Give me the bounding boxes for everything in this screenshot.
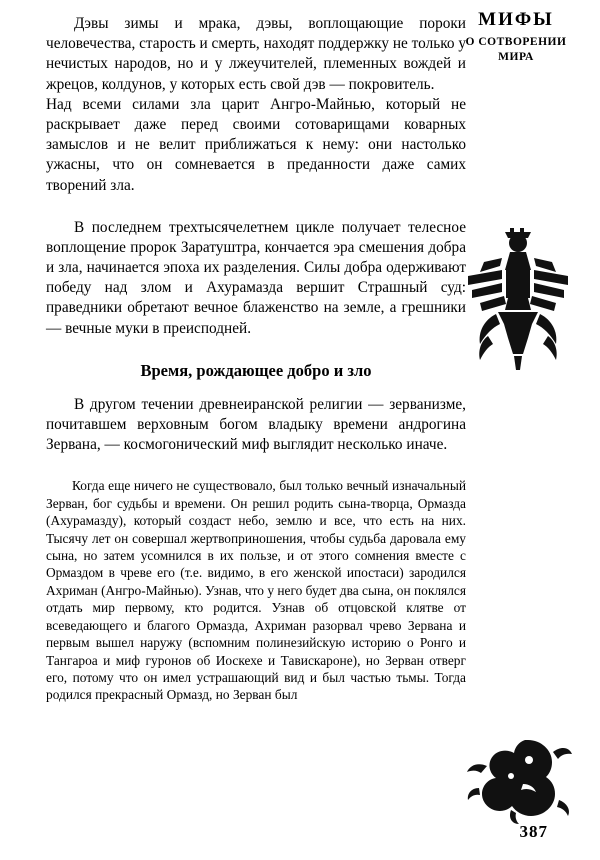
running-head-subtitle-line1: О СОТВОРЕНИИ — [465, 35, 567, 48]
paragraph-5: Когда еще ничего не существовало, был только вечный изначальный Зерван, бог судьбы и времени. Он решил родить сына-творца, Ормазда (Ахурамазду), который создаст небо, землю и все, что есть на них. Тысячу лет он совершал жертвоприношения, чтобы судьба даровала ему сына, но затем усомнился в их пользе, и от этого сомнения вместе с Ормаздом в чреве его (т.е. видимо, в его женской ипостаси) зародился Ахриман (Ангро-Майнью). Узнав, что у него будет два сына, он поклялся отдать мир первому, кто родится. Узнав об отцовской клятве от всеведающего и благого Ормазда, Ахриман разорвал чрево Зервана и первым вышел наружу (вспомним полинезийскую историю о Ронго и Тангароа и миф гуронов об Иоскехе и Тавискароне), но Зерван отверг его, потому что он имел устрашающий вид и был частью тьмы. Тогда родился прекрасный Ормазд, но Зерван был — [46, 478, 466, 703]
section-heading: Время, рождающее добро и зло — [140, 360, 372, 380]
paragraph-3: В последнем трехтысячелетнем цикле получает телесное воплощение пророк Заратуштра, кончается эра смешения добра и зла, начинается эпоха их разделения. Силы добра одерживают победу над злом и Ахурамазда вершит Страшный суд: праведники обретают вечное блаженство на земле, а грешники — вечные муки в преисподней. — [46, 218, 466, 337]
paragraph-4: В другом течении древнеиранской религии — зерванизме, почитавшем верховным богом владыку времени андрогина Зервана, — космогонический миф выглядит несколько иначе. — [46, 395, 466, 454]
running-head — [446, 8, 586, 65]
paragraph-2: Над всеми силами зла царит Ангро-Майнью, который не раскрывает даже перед своими сотоварищами коварных замыслов и не велит приближаться к нему: они настолько ужасны, что он сомневается в преданности даже самих творений зла. — [46, 95, 466, 194]
page-number: 387 — [519, 822, 548, 841]
running-head-subtitle-line2: МИРА — [498, 51, 534, 64]
winged-deity-ornament — [458, 228, 578, 373]
running-head-title: МИФЫ — [478, 9, 554, 30]
dragon-ornament — [467, 736, 572, 824]
main-text-column — [46, 14, 466, 704]
paragraph-1: Дэвы зимы и мрака, дэвы, воплощающие пороки человечества, старость и смерть, находят поддержку не только у нечистых народов, но и у лжеучителей, племенных вождей и жрецов, колдунов, у которых есть свой дэв — покровитель. — [46, 15, 466, 93]
